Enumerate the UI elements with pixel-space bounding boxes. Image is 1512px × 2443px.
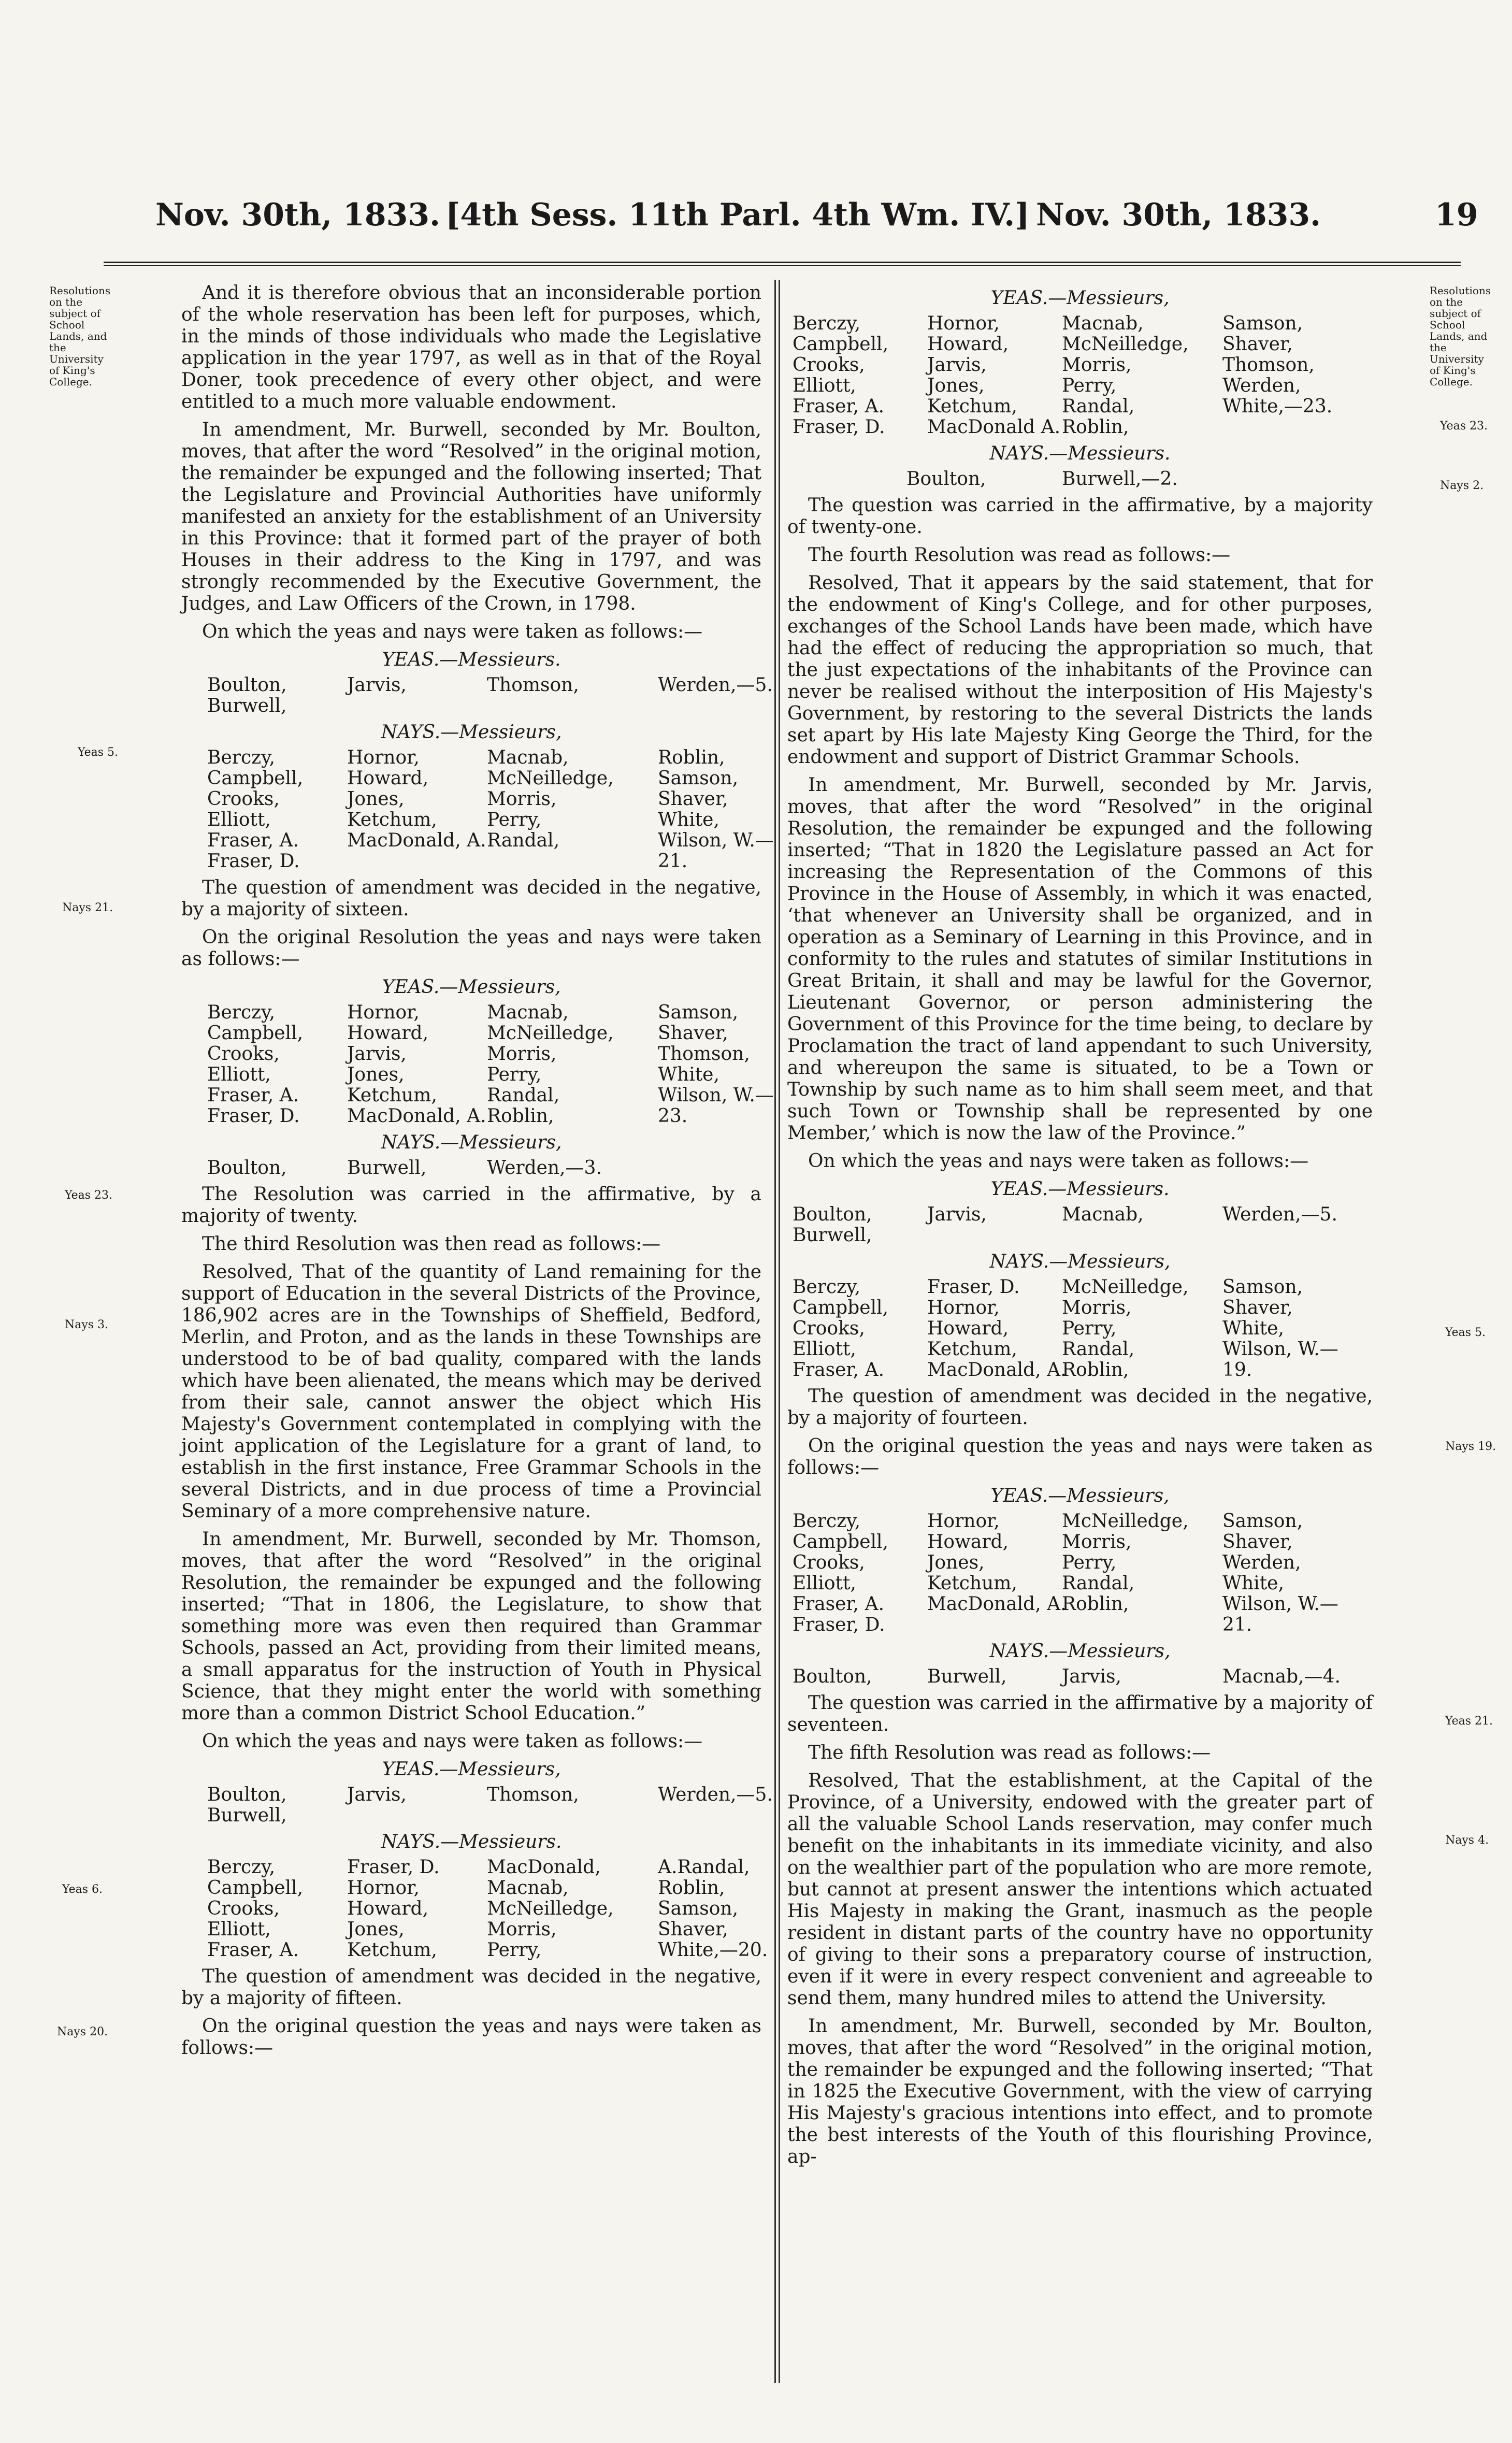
header-rule bbox=[104, 262, 1461, 263]
nays-heading: NAYS.—Messieurs. bbox=[989, 443, 1171, 464]
member-name: Hornor, bbox=[927, 1511, 1000, 1532]
member-name: Boulton, bbox=[207, 1157, 287, 1179]
vote-list bbox=[793, 313, 1373, 438]
member-name: Macnab, bbox=[487, 1877, 569, 1899]
member-name: Jarvis, bbox=[347, 1043, 407, 1065]
member-name: Morris, bbox=[487, 1043, 557, 1065]
margin-right-yeas-23: Yeas 23. bbox=[1440, 420, 1488, 433]
member-name: McNeilledge, bbox=[1062, 1511, 1189, 1532]
member-name: Elliott, bbox=[207, 1064, 271, 1085]
nays-heading: NAYS.—Messieurs, bbox=[381, 1132, 562, 1153]
member-name: Fraser, A. bbox=[207, 1939, 299, 1961]
member-name: 23. bbox=[658, 1105, 688, 1127]
vote-list bbox=[793, 1666, 1373, 1687]
yeas-heading: YEAS.—Messieurs, bbox=[990, 1485, 1170, 1506]
member-name: Thomson, bbox=[487, 1784, 579, 1805]
member-name: 19. bbox=[1222, 1359, 1252, 1381]
member-name: Elliott, bbox=[207, 809, 271, 830]
paragraph: In amendment, Mr. Burwell, seconded by Mr. Boulton, moves, that after the word “Resolved” in the original motion, the remainder be expunged and the following inserted; “That in 1825 the Executive Government, with the view of carrying His Majesty's gracious intentions into effect, and to promote the best interests of the Youth of this flourishing Province, ap- bbox=[787, 2016, 1373, 2167]
member-name: White, bbox=[1222, 1573, 1284, 1594]
member-name: Werden, bbox=[1222, 375, 1301, 396]
member-name: Thomson, bbox=[658, 1043, 750, 1065]
paragraph: Resolved, That of the quantity of Land remaining for the support of Education in the several Districts of the Province, 186,902 acres are in the Townships of Sheffield, Bedford, Merlin, and Proton, and as the lands in these Townships are understood to be of bad quality, compared with the lands which have been alienated, the means which may be derived from their sale, cannot answer the object which His Majesty's Government contemplated in complying with the joint application of the Legislature for a grant of land, to establish in the first instance, Free Grammar Schools in the several Districts, and in due process of time a Provincial Seminary of a more comprehensive nature. bbox=[181, 1261, 761, 1522]
member-name: Boulton, bbox=[207, 1784, 287, 1805]
member-name: Jarvis, bbox=[347, 1784, 407, 1805]
margin-yeas-23: Yeas 23. bbox=[65, 1189, 113, 1202]
member-name bbox=[487, 851, 658, 872]
member-name: Jarvis, bbox=[1062, 1666, 1121, 1687]
member-name: Elliott, bbox=[793, 1573, 856, 1594]
member-name: Samson, bbox=[1222, 1511, 1303, 1532]
member-name: Samson, bbox=[1222, 1276, 1303, 1298]
header-date-left: Nov. 30th, 1833. bbox=[155, 197, 440, 233]
member-name: Berczy, bbox=[793, 1276, 861, 1298]
member-name bbox=[1062, 1615, 1222, 1635]
member-name: MacDonald, A. bbox=[347, 1105, 486, 1127]
yeas-heading: YEAS.—Messieurs. bbox=[382, 649, 561, 670]
member-name: McNeilledge, bbox=[1062, 334, 1189, 355]
margin-right-nays-19: Nays 19. bbox=[1445, 1440, 1496, 1453]
member-name: Hornor, bbox=[347, 747, 420, 768]
member-name: MacDonald, A. bbox=[927, 1593, 1067, 1615]
member-name: Fraser, D. bbox=[207, 851, 300, 872]
column-divider-2 bbox=[779, 280, 780, 2383]
member-name: Macnab, bbox=[1062, 313, 1144, 334]
member-name: McNeilledge, bbox=[1062, 1276, 1189, 1298]
member-name: Fraser, A. bbox=[207, 830, 299, 851]
member-name: Randal, bbox=[1062, 1573, 1135, 1594]
member-name: Campbell, bbox=[793, 1531, 889, 1553]
page-header bbox=[155, 197, 1478, 254]
member-name: Shaver, bbox=[1222, 1531, 1293, 1553]
member-name: Campbell, bbox=[793, 334, 889, 355]
member-name: Fraser, A. bbox=[793, 1359, 885, 1381]
member-name: Fraser, D. bbox=[793, 416, 885, 438]
member-name: Ketchum, bbox=[927, 396, 1017, 417]
member-name: Hornor, bbox=[347, 1002, 420, 1023]
member-name: White,—23. bbox=[1222, 396, 1333, 417]
member-name: Morris, bbox=[1062, 1297, 1132, 1318]
left-column bbox=[181, 282, 774, 2065]
member-name: Randal, bbox=[1062, 1339, 1135, 1360]
vote-list bbox=[207, 1158, 761, 1179]
member-name: Berczy, bbox=[793, 1511, 861, 1532]
member-name: Perry, bbox=[487, 809, 542, 830]
member-name: Burwell,—2. bbox=[1062, 468, 1178, 490]
member-name: Roblin, bbox=[487, 1105, 554, 1127]
paragraph: The question was carried in the affirmative, by a majority of twenty-one. bbox=[787, 495, 1373, 538]
member-name: Ketchum, bbox=[347, 809, 437, 830]
nays-heading: NAYS.—Messieurs, bbox=[989, 1641, 1171, 1662]
column-divider bbox=[774, 280, 776, 2383]
member-name bbox=[347, 696, 487, 716]
member-name: Jones, bbox=[347, 1064, 405, 1085]
member-name: MacDonald A. bbox=[927, 416, 1061, 438]
member-name: McNeilledge, bbox=[487, 1023, 614, 1044]
member-name bbox=[927, 1615, 1062, 1635]
paragraph: On which the yeas and nays were taken as follows:— bbox=[202, 621, 703, 642]
member-name: 21. bbox=[658, 851, 688, 872]
member-name bbox=[658, 1805, 793, 1826]
member-name: Randal, bbox=[1062, 396, 1135, 417]
member-name: Macnab,—4. bbox=[1222, 1666, 1341, 1687]
member-name: Samson, bbox=[658, 1898, 739, 1919]
member-name: Boulton, bbox=[793, 1666, 872, 1687]
member-name: Ketchum, bbox=[927, 1573, 1017, 1594]
member-name bbox=[347, 851, 487, 872]
member-name: Randal, bbox=[487, 1085, 560, 1106]
member-name: Crooks, bbox=[793, 354, 865, 376]
member-name: Crooks, bbox=[793, 1318, 865, 1339]
yeas-heading: YEAS.—Messieurs, bbox=[382, 976, 561, 998]
member-name: Howard, bbox=[927, 1531, 1009, 1553]
member-name: White, bbox=[658, 809, 719, 830]
member-name: Werden, bbox=[1222, 1552, 1301, 1573]
paragraph: The Resolution was carried in the affirmative, by a majority of twenty. bbox=[181, 1184, 761, 1227]
member-name: Roblin, bbox=[1062, 1593, 1129, 1615]
member-name: Perry, bbox=[487, 1939, 542, 1961]
member-name: Campbell, bbox=[207, 1877, 304, 1899]
member-name bbox=[1062, 1225, 1222, 1246]
paragraph: And it is therefore obvious that an inconsiderable portion of the whole reservation has been left for purposes, which, in the minds of those individuals who made the Legislative application in the year 1797, as well as in that of the Royal Doner, took precedence of every other object, and were entitled to a much more valuable endowment. bbox=[181, 282, 761, 412]
member-name: Shaver, bbox=[1222, 1297, 1293, 1318]
paragraph: In amendment, Mr. Burwell, seconded by Mr. Boulton, moves, that after the word “Resolved” in the original motion, the remainder be expunged and the following inserted; That the Legislature and Provincial Authorities have uniformly manifested an anxiety for the establishment of an University in this Province: that it formed part of the prayer of both Houses in their address to the King in 1797, and was strongly recommended by the Executive Government, the Judges, and Law Officers of the Crown, in 1798. bbox=[181, 419, 761, 614]
member-name: Jones, bbox=[347, 788, 405, 810]
member-name: Perry, bbox=[1062, 1552, 1117, 1573]
member-name: Crooks, bbox=[207, 788, 280, 810]
member-name: Perry, bbox=[1062, 375, 1117, 396]
member-name: Samson, bbox=[658, 768, 739, 789]
member-name: Elliott, bbox=[207, 1919, 271, 1940]
member-name: Jarvis, bbox=[347, 674, 407, 696]
member-name: Jones, bbox=[347, 1919, 405, 1940]
vote-list bbox=[793, 1204, 1373, 1246]
member-name bbox=[927, 1225, 1062, 1246]
member-name: Roblin, bbox=[1062, 1359, 1129, 1381]
member-name bbox=[658, 696, 793, 716]
member-name bbox=[347, 1805, 487, 1826]
member-name: White, bbox=[658, 1064, 719, 1085]
member-name: Ketchum, bbox=[347, 1085, 437, 1106]
member-name: Howard, bbox=[347, 768, 429, 789]
paragraph: On which the yeas and nays were taken as follows:— bbox=[808, 1151, 1309, 1172]
member-name: Burwell, bbox=[207, 1805, 287, 1826]
paragraph: The third Resolution was then read as follows:— bbox=[202, 1233, 661, 1255]
member-name: Jones, bbox=[927, 1552, 985, 1573]
member-name: Morris, bbox=[1062, 354, 1132, 376]
member-name: Shaver, bbox=[658, 788, 728, 810]
member-name: Burwell, bbox=[927, 1666, 1007, 1687]
member-name: Jarvis, bbox=[927, 1204, 987, 1225]
member-name: Fraser, A. bbox=[793, 396, 885, 417]
member-name: Morris, bbox=[1062, 1531, 1132, 1553]
margin-right-nays-4: Nays 4. bbox=[1445, 1834, 1489, 1847]
member-name: Hornor, bbox=[347, 1877, 420, 1899]
member-name: Campbell, bbox=[793, 1297, 889, 1318]
member-name: Fraser, A. bbox=[207, 1085, 299, 1106]
member-name: Burwell, bbox=[207, 695, 287, 716]
member-name: Werden,—5. bbox=[1222, 1204, 1337, 1225]
member-name: Macnab, bbox=[1062, 1204, 1144, 1225]
member-name: Campbell, bbox=[207, 1023, 304, 1044]
member-name: Perry, bbox=[1062, 1318, 1117, 1339]
nays-heading: NAYS.—Messieurs, bbox=[989, 1251, 1171, 1272]
member-name: Burwell, bbox=[347, 1157, 427, 1179]
member-name: Wilson, W.— bbox=[658, 830, 774, 851]
member-name: MacDonald, bbox=[487, 1857, 601, 1878]
header-date-right: Nov. 30th, 1833. bbox=[1036, 197, 1321, 233]
member-name: Shaver, bbox=[658, 1919, 728, 1940]
paragraph: The question of amendment was decided in the negative, by a majority of fifteen. bbox=[181, 1966, 761, 2009]
vote-list bbox=[207, 1784, 773, 1826]
margin-yeas-6: Yeas 6. bbox=[62, 1883, 103, 1896]
member-name: Morris, bbox=[487, 788, 557, 810]
paragraph: Resolved, That it appears by the said statement, that for the endowment of King's College, and for other purposes, exchanges of the School Lands have been made, which have had the effect of reducing the appropriation so much, that the just expectations of the inhabitants of the Province can never be realised without the interposition of His Majesty's Government, by restoring to the several Districts the lands set apart by His late Majesty King George the Third, for the endowment and support of District Grammar Schools. bbox=[787, 572, 1373, 768]
yeas-heading: YEAS.—Messieurs. bbox=[990, 1179, 1170, 1200]
member-name: Roblin, bbox=[658, 747, 725, 768]
member-name: Howard, bbox=[927, 1318, 1009, 1339]
nays-heading: NAYS.—Messieurs. bbox=[381, 1831, 562, 1852]
margin-nays-21: Nays 21. bbox=[62, 901, 113, 914]
paragraph: The fourth Resolution was read as follows:— bbox=[808, 544, 1231, 566]
paragraph: The question of amendment was decided in the negative, by a majority of sixteen. bbox=[181, 877, 761, 920]
member-name: Werden,—5. bbox=[658, 1784, 773, 1805]
vote-list bbox=[906, 469, 1373, 490]
member-name: Jones, bbox=[927, 375, 985, 396]
member-name: Macnab, bbox=[487, 747, 569, 768]
member-name: Crooks, bbox=[207, 1043, 280, 1065]
member-name: Campbell, bbox=[207, 768, 304, 789]
member-name: Jarvis, bbox=[927, 354, 987, 376]
member-name: 21. bbox=[1222, 1614, 1252, 1635]
vote-list bbox=[207, 1857, 768, 1961]
paragraph: In amendment, Mr. Burwell, seconded by Mr. Thomson, moves, that after the word “Resolved” in the original Resolution, the remainder be expunged and the following inserted; “That in 1806, the Legislature, to show that something more was even then required than Grammar Schools, passed an Act, providing from their limited means, a small apparatus for the instruction of Youth in Physical Science, that they might enter the world with something more than a common District School Education.” bbox=[181, 1529, 761, 1724]
margin-subject-left: Resolutions on the subject of School Lands, and the University of King's College. bbox=[49, 284, 111, 388]
vote-list bbox=[793, 1511, 1373, 1635]
member-name: McNeilledge, bbox=[487, 768, 614, 789]
yeas-heading: YEAS.—Messieurs, bbox=[382, 1759, 561, 1780]
margin-subject-right: Resolutions on the subject of School Lands, and the University of King's College. bbox=[1430, 284, 1491, 388]
member-name: Howard, bbox=[927, 334, 1009, 355]
margin-nays-20: Nays 20. bbox=[57, 2025, 108, 2038]
member-name: Crooks, bbox=[207, 1898, 280, 1919]
margin-yeas-5: Yeas 5. bbox=[78, 746, 119, 759]
member-name: Berczy, bbox=[793, 313, 861, 334]
member-name: Fraser, D. bbox=[793, 1614, 885, 1635]
vote-list bbox=[207, 674, 773, 716]
member-name: Roblin, bbox=[658, 1877, 725, 1899]
member-name: Wilson, W.— bbox=[1222, 1593, 1338, 1615]
member-name: Howard, bbox=[347, 1898, 429, 1919]
member-name: Berczy, bbox=[207, 1857, 276, 1878]
member-name: Boulton, bbox=[207, 674, 287, 696]
member-name bbox=[1222, 417, 1347, 438]
member-name: Berczy, bbox=[207, 747, 276, 768]
member-name: Shaver, bbox=[1222, 334, 1293, 355]
member-name: Perry, bbox=[487, 1064, 542, 1085]
paragraph: The question of amendment was decided in the negative, by a majority of fourteen. bbox=[787, 1386, 1373, 1429]
member-name: Elliott, bbox=[793, 375, 856, 396]
paragraph: On the original question the yeas and nays were taken as follows:— bbox=[787, 1435, 1373, 1478]
member-name: Boulton, bbox=[906, 468, 986, 490]
member-name: Thomson, bbox=[1222, 354, 1315, 376]
member-name: Burwell, bbox=[793, 1225, 872, 1246]
member-name: Howard, bbox=[347, 1023, 429, 1044]
member-name: Elliott, bbox=[793, 1339, 856, 1360]
member-name: Hornor, bbox=[927, 313, 1000, 334]
vote-list bbox=[207, 747, 774, 872]
member-name: MacDonald, A. bbox=[927, 1359, 1067, 1381]
member-name: Samson, bbox=[1222, 313, 1303, 334]
member-name: Hornor, bbox=[927, 1297, 1000, 1318]
member-name: Berczy, bbox=[207, 1002, 276, 1023]
member-name: Crooks, bbox=[793, 1552, 865, 1573]
paragraph: Resolved, That the establishment, at the Capital of the Province, of a University, endowed with the greater part of all the valuable School Lands reservation, may confer much benefit on the inhabitants in its immediate vicinity, and also on the wealthier part of the population who are more remote, but cannot at present answer the intentions which actuated His Majesty in making the Grant, inasmuch as the people resident in distant parts of the country have no opportunity of giving to their sons a preparatory course of instruction, even if it were in every respect convenient and agreeable to send them, many hundred miles to attend the University. bbox=[787, 1770, 1373, 2009]
member-name: McNeilledge, bbox=[487, 1898, 614, 1919]
paragraph: The fifth Resolution was read as follows:— bbox=[808, 1742, 1211, 1763]
header-rule-thin bbox=[104, 265, 1461, 266]
margin-nays-3: Nays 3. bbox=[65, 1318, 109, 1331]
member-name: Thomson, bbox=[487, 674, 579, 696]
paragraph: On the original Resolution the yeas and nays were taken as follows:— bbox=[181, 927, 761, 970]
paragraph: In amendment, Mr. Burwell, seconded by Mr. Jarvis, moves, that after the word “Resolved” in the original Resolution, the remainder be expunged and the following inserted; “That in 1820 the Legislature passed an Act for increasing the Representation of the Commons of this Province in the House of Assembly, in which it was enacted, ‘that whenever an University shall be organized, and in operation as a Seminary of Learning in this Province, and in conformity to the rules and statutes of similar Institutions in Great Britain, it shall and may be lawful for the Governor, Lieutenant Governor, or person administering the Government of this Province for the time being, to declare by Proclamation the tract of land appendant to such University, and whereupon the same is situated, to be a Town or Township by such name as to him shall seem meet, and that such Town or Township shall be represented by one Member,’ which is now the law of the Province.” bbox=[787, 774, 1373, 1144]
right-column bbox=[787, 282, 1373, 2174]
margin-right-yeas-5: Yeas 5. bbox=[1445, 1326, 1486, 1339]
member-name: MacDonald, A. bbox=[347, 830, 486, 851]
vote-list bbox=[793, 1277, 1373, 1381]
member-name: Morris, bbox=[487, 1919, 557, 1940]
margin-right-nays-2: Nays 2. bbox=[1440, 479, 1484, 492]
margin-right-yeas-21: Yeas 21. bbox=[1445, 1715, 1493, 1728]
member-name: Boulton, bbox=[793, 1204, 872, 1225]
paragraph: The question was carried in the affirmative by a majority of seventeen. bbox=[787, 1692, 1373, 1735]
vote-list bbox=[207, 1002, 774, 1127]
member-name: Fraser, D. bbox=[927, 1276, 1020, 1298]
member-name: Werden,—5. bbox=[658, 674, 773, 696]
member-name: Fraser, D. bbox=[347, 1857, 440, 1878]
member-name: Wilson, W.— bbox=[658, 1085, 774, 1106]
member-name: Ketchum, bbox=[347, 1939, 437, 1961]
nays-heading: NAYS.—Messieurs, bbox=[381, 722, 562, 743]
member-name: Wilson, W.— bbox=[1222, 1339, 1338, 1360]
member-name bbox=[487, 696, 658, 716]
member-name: Roblin, bbox=[1062, 416, 1129, 438]
page-number: 19 bbox=[1435, 197, 1478, 233]
header-session: [4th Sess. 11th Parl. 4th Wm. IV.] bbox=[445, 197, 1030, 233]
member-name: A.Randal, bbox=[658, 1857, 750, 1878]
yeas-heading: YEAS.—Messieurs, bbox=[990, 288, 1170, 309]
paragraph: On which the yeas and nays were taken as follows:— bbox=[202, 1731, 703, 1752]
paragraph: On the original question the yeas and nays were taken as follows:— bbox=[181, 2016, 761, 2059]
member-name: Samson, bbox=[658, 1002, 739, 1023]
member-name: Ketchum, bbox=[927, 1339, 1017, 1360]
member-name: Fraser, A. bbox=[793, 1593, 885, 1615]
member-name: White,—20. bbox=[658, 1939, 768, 1961]
member-name: Macnab, bbox=[487, 1002, 569, 1023]
member-name bbox=[487, 1805, 658, 1826]
member-name: Fraser, D. bbox=[207, 1105, 300, 1127]
member-name: Randal, bbox=[487, 830, 560, 851]
member-name: Werden,—3. bbox=[487, 1157, 602, 1179]
member-name bbox=[1222, 1225, 1347, 1246]
member-name: Shaver, bbox=[658, 1023, 728, 1044]
member-name: White, bbox=[1222, 1318, 1284, 1339]
